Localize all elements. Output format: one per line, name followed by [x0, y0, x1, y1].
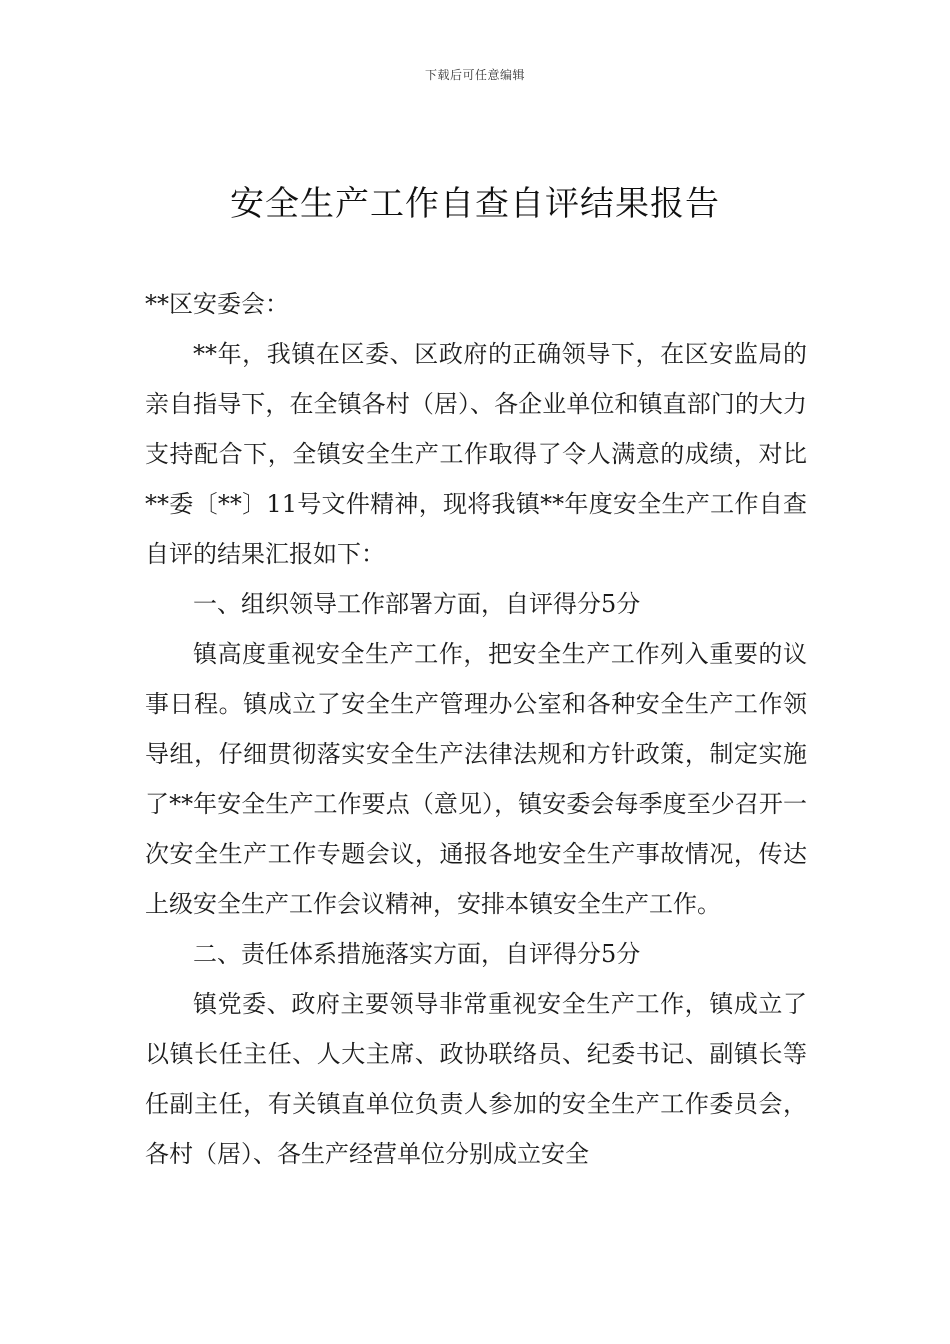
salutation: **区安委会： [145, 290, 289, 318]
paragraph-section-1: 镇高度重视安全生产工作，把安全生产工作列入重要的议事日程。镇成立了安全生产管理办公室和各种安全生产工作领导组，仔细贯彻落实安全生产法律法规和方针政策，制定实施了**年安全生产工作要点（意见），镇安委会每季度至少召开一次安全生产工作专题会议，通报各地安全生产事故情况，传达上级安全生产工作会议精神，安排本镇安全生产工作。 [145, 640, 807, 918]
header-note: 下载后可任意编辑 [424, 68, 525, 82]
document-body [145, 279, 807, 1179]
section-heading-1: 一、组织领导工作部署方面，自评得分5分 [193, 590, 641, 618]
paragraph-intro: **年，我镇在区委、区政府的正确领导下，在区安监局的亲自指导下，在全镇各村（居）、各企业单位和镇直部门的大力支持配合下，全镇安全生产工作取得了令人满意的成绩，对比**委〔**〕11号文件精神，现将我镇**年度安全生产工作自查自评的结果汇报如下： [145, 340, 807, 568]
document-title: 安全生产工作自查自评结果报告 [230, 184, 720, 224]
paragraph-section-2: 镇党委、政府主要领导非常重视安全生产工作，镇成立了以镇长任主任、人大主席、政协联络员、纪委书记、副镇长等任副主任，有关镇直单位负责人参加的安全生产工作委员会，各村（居）、各生产经营单位分别成立安全 [145, 990, 807, 1168]
section-heading-2: 二、责任体系措施落实方面，自评得分5分 [193, 940, 641, 968]
